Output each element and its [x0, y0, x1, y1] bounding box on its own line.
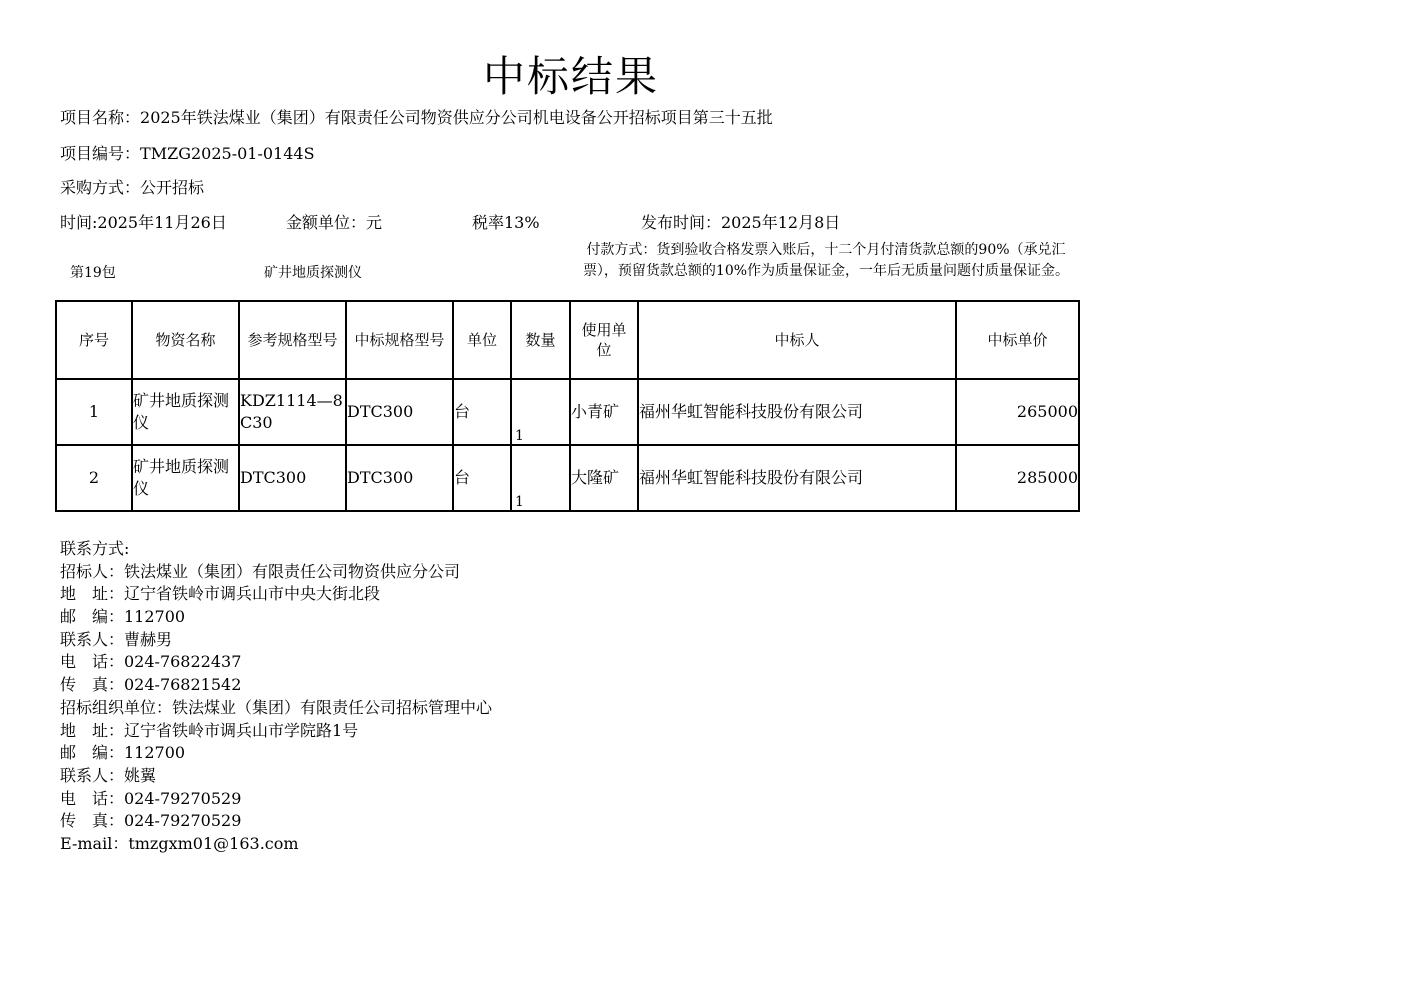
contact-heading: 联系方式:	[60, 539, 130, 558]
procurement-method-label: 采购方式：	[60, 178, 141, 197]
amount-unit: 金额单位：元	[286, 213, 383, 232]
table-header-row	[56, 301, 1079, 379]
agency-phone: 电 话：024-79270529	[60, 788, 242, 808]
bid-time: 时间:2025年11月26日	[60, 213, 227, 232]
row-unit: 台	[453, 445, 511, 511]
header-user-unit: 使用单位	[570, 301, 638, 379]
award-table	[55, 300, 1080, 512]
package-label: 第19包	[70, 265, 116, 281]
row-index: 1	[56, 379, 132, 445]
header-quantity: 数量	[511, 301, 570, 379]
row-reference-spec: DTC300	[239, 445, 346, 511]
procurement-method-line	[60, 175, 204, 198]
tenderer-address: 地 址：辽宁省铁岭市调兵山市中央大街北段	[60, 584, 381, 604]
header-unit: 单位	[453, 301, 511, 379]
agency-address: 地 址：辽宁省铁岭市调兵山市学院路1号	[60, 720, 359, 740]
row-winning-spec: DTC300	[346, 379, 453, 445]
header-winner: 中标人	[638, 301, 956, 379]
row-quantity-value: 1	[515, 428, 524, 444]
row-material-name: 矿井地质探测仪	[132, 445, 239, 511]
contact-block	[60, 538, 492, 856]
row-winner: 福州华虹智能科技股份有限公司	[638, 379, 956, 445]
row-quantity	[511, 445, 570, 511]
row-quantity-value: 1	[515, 494, 524, 510]
agency-contact-person: 联系人：姚翼	[60, 765, 157, 785]
tenderer-contact-person: 联系人：曹赫男	[60, 629, 173, 649]
project-code-line	[60, 141, 315, 164]
agency-postcode: 邮 编：112700	[60, 743, 186, 763]
row-index: 2	[56, 445, 132, 511]
header-winning-spec: 中标规格型号	[346, 301, 453, 379]
project-name-value: 2025年铁法煤业（集团）有限责任公司物资供应分公司机电设备公开招标项目第三十五批	[140, 108, 773, 127]
row-user-unit: 小青矿	[570, 379, 638, 445]
procurement-method-value: 公开招标	[140, 178, 205, 197]
agency-email[interactable]: E-mail：tmzgxm01@163.com	[60, 833, 299, 853]
header-reference-spec: 参考规格型号	[239, 301, 346, 379]
tenderer-fax: 传 真：024-76821542	[60, 675, 242, 695]
row-user-unit: 大隆矿	[570, 445, 638, 511]
row-winning-spec: DTC300	[346, 445, 453, 511]
row-quantity	[511, 379, 570, 445]
header-unit-price: 中标单价	[956, 301, 1079, 379]
agency: 招标组织单位：铁法煤业（集团）有限责任公司招标管理中心	[60, 697, 493, 717]
table-row	[56, 379, 1079, 445]
agency-fax: 传 真：024-79270529	[60, 811, 242, 831]
project-code-label: 项目编号：	[60, 144, 141, 163]
publish-time: 发布时间：2025年12月8日	[641, 213, 841, 232]
row-unit-price: 285000	[956, 445, 1079, 511]
row-unit: 台	[453, 379, 511, 445]
row-material-name: 矿井地质探测仪	[132, 379, 239, 445]
tenderer-postcode: 邮 编：112700	[60, 607, 186, 627]
row-reference-spec: KDZ1114—8C30	[239, 379, 346, 445]
project-name-label: 项目名称：	[60, 108, 141, 127]
header-material-name: 物资名称	[132, 301, 239, 379]
page-title: 中标结果	[483, 52, 660, 101]
project-name-line	[60, 105, 773, 128]
project-code-value: TMZG2025-01-0144S	[140, 144, 315, 163]
tax-rate: 税率13%	[472, 213, 540, 232]
row-unit-price: 265000	[956, 379, 1079, 445]
package-name: 矿井地质探测仪	[264, 265, 362, 281]
payment-terms: 付款方式：货到验收合格发票入账后，十二个月付清货款总额的90%（承兑汇票），预留货款总额的10%作为质量保证金，一年后无质量问题付质量保证金。	[582, 242, 1070, 279]
header-index: 序号	[56, 301, 132, 379]
tenderer: 招标人：铁法煤业（集团）有限责任公司物资供应分公司	[60, 561, 461, 581]
tenderer-phone: 电 话：024-76822437	[60, 652, 242, 672]
row-winner: 福州华虹智能科技股份有限公司	[638, 445, 956, 511]
table-row	[56, 445, 1079, 511]
